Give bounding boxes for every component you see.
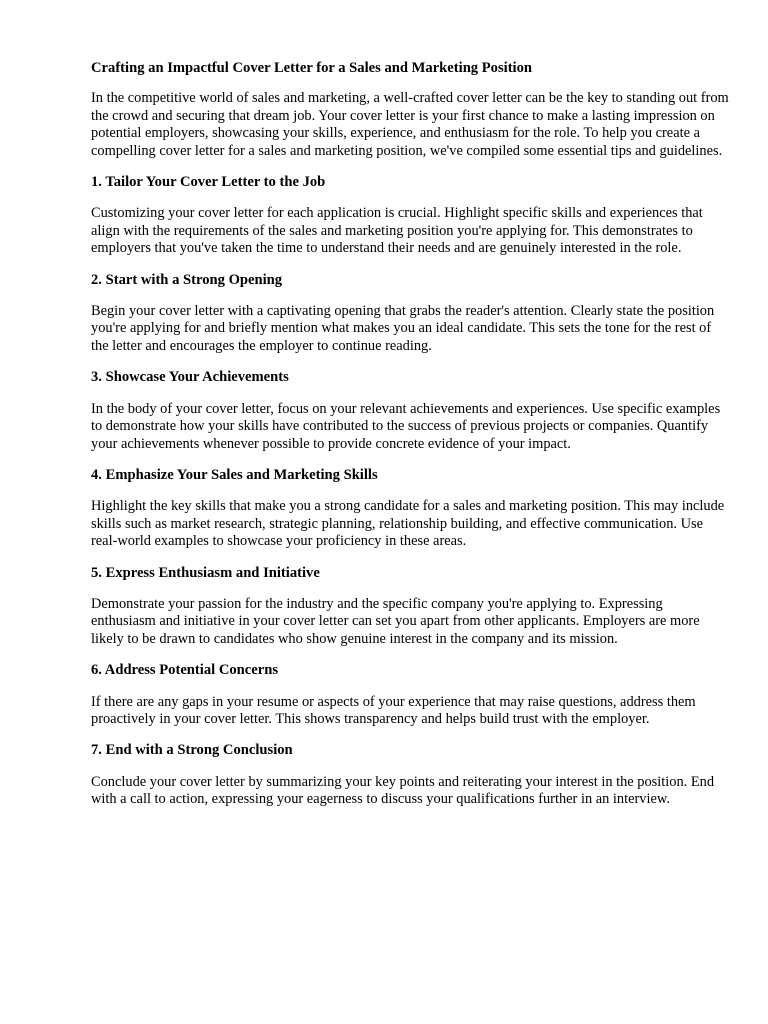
section-paragraph: Demonstrate your passion for the industry and the specific company you're applying to. Expressing enthusiasm and initiative in your cover letter can set you apart from other applicants. Employers are more likely to be drawn to candidates who show genuine interest in the company and its mission. (91, 595, 700, 647)
section-5 (91, 565, 731, 649)
section-heading: 1. Tailor Your Cover Letter to the Job (91, 174, 326, 191)
section-paragraph: Customizing your cover letter for each application is crucial. Highlight specific skills and experiences that align with the requirements of the sales and marketing position you're applying for. This demonstrates to employers that you've taken the time to understand their needs and are genuinely interested in the role. (91, 205, 703, 257)
section-heading: 7. End with a Strong Conclusion (91, 742, 293, 759)
section-4 (91, 467, 731, 551)
section-paragraph: In the body of your cover letter, focus on your relevant achievements and experiences. Use specific examples to demonstrate how your skills have contributed to the success of previous projects or companies. Quantify your achievements whenever possible to provide concrete evidence of your impact. (91, 400, 721, 452)
section-6 (91, 662, 731, 728)
section-paragraph: Highlight the key skills that make you a strong candidate for a sales and marketing position. This may include skills such as market research, strategic planning, relationship building, and effective communication. Use real-world examples to showcase your proficiency in these areas. (91, 498, 725, 550)
section-1 (91, 174, 731, 258)
section-heading: 4. Emphasize Your Sales and Marketing Skills (91, 466, 378, 483)
section-7 (91, 742, 731, 808)
section-paragraph: If there are any gaps in your resume or aspects of your experience that may raise questions, address them proactively in your cover letter. This shows transparency and helps build trust with the employer. (91, 693, 696, 727)
section-2 (91, 272, 731, 356)
section-paragraph: Conclude your cover letter by summarizing your key points and reiterating your interest in the position. End with a call to action, expressing your eagerness to discuss your qualifications further in an interview. (91, 773, 715, 808)
section-heading: 6. Address Potential Concerns (91, 662, 279, 679)
section-paragraph: Begin your cover letter with a captivating opening that grabs the reader's attention. Clearly state the position you're applying for and briefly mention what makes you an ideal candidate. This sets the tone for the rest of the letter and encourages the employer to continue reading. (91, 303, 715, 354)
section-3 (91, 369, 731, 453)
document-page (91, 60, 731, 823)
section-heading: 3. Showcase Your Achievements (91, 369, 289, 386)
section-heading: 2. Start with a Strong Opening (91, 271, 283, 288)
intro-paragraph: In the competitive world of sales and marketing, a well-crafted cover letter can be the key to standing out from the crowd and securing that dream job. Your cover letter is your first chance to make a lasting impression on potential employers, showcasing your skills, experience, and enthusiasm for the role. To help you create a compelling cover letter for a sales and marketing position, we've compiled some essential tips and guidelines. (91, 90, 729, 159)
document-title: Crafting an Impactful Cover Letter for a Sales and Marketing Position (91, 60, 533, 76)
section-heading: 5. Express Enthusiasm and Initiative (91, 564, 320, 581)
